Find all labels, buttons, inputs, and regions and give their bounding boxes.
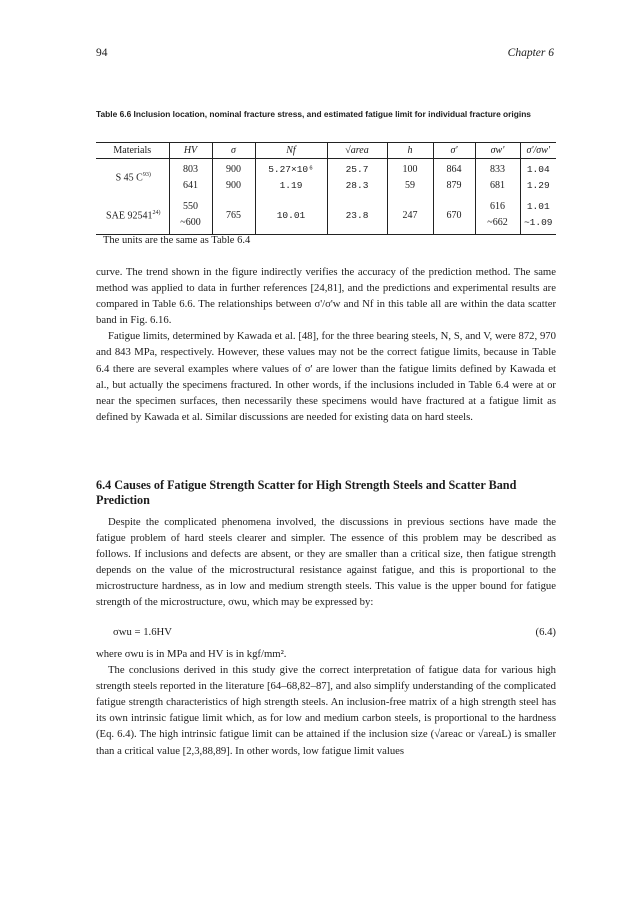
table-cell: 670 — [433, 197, 475, 235]
column-header: HV — [169, 143, 212, 159]
column-header: σ'/σw' — [520, 143, 556, 159]
table-cell: 25.7 28.3 — [327, 159, 387, 197]
table-cell: 23.8 — [327, 197, 387, 235]
table-cell: 864 879 — [433, 159, 475, 197]
column-header: σ' — [433, 143, 475, 159]
reference-superscript: 93) — [142, 172, 151, 179]
paragraph: where σwu is in MPa and HV is in kgf/mm². — [96, 648, 287, 660]
body-text-block — [96, 264, 556, 425]
page-number: 94 — [96, 47, 108, 59]
column-header: Nf — [255, 143, 327, 159]
table-cell: 1.04 1.29 — [520, 159, 556, 197]
table-cell: 5.27×10⁶ 1.19 — [255, 159, 327, 197]
reference-superscript: 24) — [152, 209, 161, 216]
material-cell: S 45 $C^{93)}$ — [115, 172, 151, 184]
paragraph: Despite the complicated phenomena involved, the discussions in previous sections have made the fatigue problem of hard steels clearer and simpler. The essence of this problem may be described as follows. If inclusions and defects are absent, or they are smaller than a critical size, then fatigue strength depends on the value of the microstructural resistance against fatigue, and this is proportional to the microstructure hardness, as in low and medium strength steels. This value is the upper bound for fatigue strength of the microstructure, σwu, which may be expressed by: — [96, 516, 556, 609]
table-note: The units are the same as Table 6.4 — [103, 235, 251, 246]
chapter-title: Chapter 6 — [507, 47, 554, 59]
column-header: σw' — [475, 143, 520, 159]
equation — [113, 626, 556, 642]
table-row — [96, 197, 556, 235]
column-header: Materials — [96, 143, 169, 159]
table-header-row — [96, 143, 556, 159]
material-cell: SAE 92541$^{24)}$ — [96, 197, 169, 235]
table-cell: 1.01 ~1.09 — [520, 197, 556, 235]
table-cell: 10.01 — [255, 197, 327, 235]
table-cell: 833 681 — [475, 159, 520, 197]
table-cell: 100 59 — [387, 159, 433, 197]
data-table — [96, 142, 556, 235]
column-header: σ — [212, 143, 255, 159]
table-cell: 900 900 — [212, 159, 255, 197]
section-heading: 6.4 Causes of Fatigue Strength Scatter for High Strength Steels and Scatter Band Prediction — [96, 478, 517, 507]
column-header: h — [387, 143, 433, 159]
paragraph: curve. The trend shown in the figure indirectly verifies the accuracy of the prediction method. The same method was applied to data in further references [24,81], and the predictions and experimental results are compared in Table 6.6. The relationships between σ'/σ'w and Nf in this table all are within the data scatter band in Fig. 6.16. — [96, 266, 556, 327]
table-cell: 616 ~662 — [475, 197, 520, 235]
equation-number: (6.4) — [535, 626, 556, 638]
body-text-block — [96, 646, 556, 759]
equation-formula: σwu = 1.6HV — [113, 626, 172, 638]
column-header: √area — [327, 143, 387, 159]
table-cell: 550 ~600 — [169, 197, 212, 235]
table-row — [96, 159, 556, 197]
paragraph: The conclusions derived in this study give the correct interpretation of fatigue data for various high strength steels reported in the literature [64–68,82–87], and also simplify understanding of the complicated fatigue strength characteristics of high strength steels. An inclusion-free matrix of a high strength steel has its own intrinsic fatigue limit which, as for low and medium carbon steels, is proportional to the hardness (Eq. 6.4). The high intrinsic fatigue limit can be attained if the inclusion size (√areac or √areaL) is smaller than a critical value [2,3,88,89]. In other words, low fatigue limit values — [96, 664, 556, 757]
table-cell: 803 641 — [169, 159, 212, 197]
running-header — [96, 47, 554, 63]
table-cell: 765 — [212, 197, 255, 235]
body-text-block — [96, 514, 556, 611]
paragraph: Fatigue limits, determined by Kawada et al. [48], for the three bearing steels, N, S, and V, were 872, 970 and 843 MPa, respectively. However, these values may not be the correct fatigue limits, because in Table 6.4 there are several examples where values of σ' are lower than the fatigue limits defined by Kawada et al., but actually the specimens fractured. In other words, if the inclusions included in Table 6.4 were at or near the specimen surfaces, then necessarily these specimens would have fractured at a fatigue limit as defined by Kawada et al. Similar discussions are needed for existing data on hard steels. — [96, 330, 556, 423]
table-cell: 247 — [387, 197, 433, 235]
table-caption: Table 6.6 Inclusion location, nominal fracture stress, and estimated fatigue limit for individual fracture origins — [96, 109, 531, 119]
